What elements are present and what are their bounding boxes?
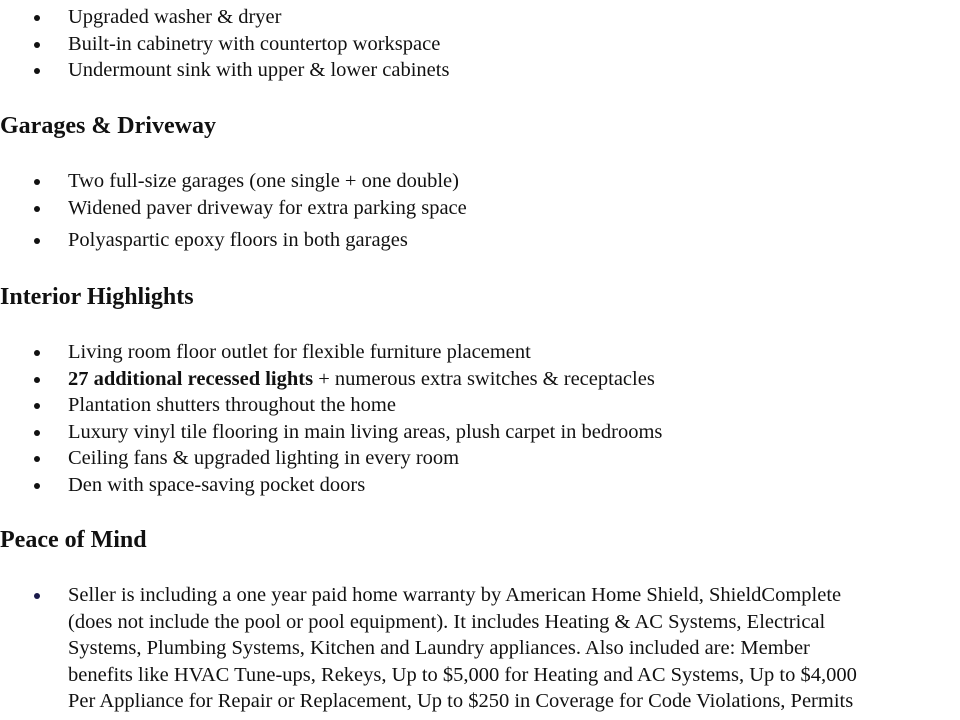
peace-section bbox=[0, 582, 960, 715]
list-item: Two full-size garages (one single + one double) bbox=[0, 168, 960, 195]
bullet-icon bbox=[34, 593, 40, 599]
list-item: Widened paver driveway for extra parking space bbox=[0, 195, 960, 222]
bullet-icon bbox=[34, 377, 40, 383]
section-heading-garages: Garages & Driveway bbox=[0, 113, 216, 139]
list-item: Living room floor outlet for flexible furniture placement bbox=[0, 339, 960, 366]
bullet-icon bbox=[34, 403, 40, 409]
list-item: Den with space-saving pocket doors bbox=[0, 472, 960, 499]
garages-list bbox=[0, 168, 960, 254]
section-heading-interior: Interior Highlights bbox=[0, 284, 194, 310]
warranty-line: Per Appliance for Repair or Replacement, Up to $250 in Coverage for Code Violations, Permits bbox=[68, 690, 854, 713]
peace-list bbox=[0, 582, 960, 715]
list-item: Upgraded washer & dryer bbox=[0, 4, 960, 31]
garages-section bbox=[0, 168, 960, 254]
bullet-icon bbox=[34, 483, 40, 489]
warranty-line: benefits like HVAC Tune-ups, Rekeys, Up to $5,000 for Heating and AC Systems, Up to $4,000 bbox=[68, 663, 857, 686]
bullet-icon bbox=[34, 238, 40, 244]
laundry-section bbox=[0, 4, 960, 84]
section-heading-peace: Peace of Mind bbox=[0, 527, 147, 553]
list-item: Built-in cabinetry with countertop workspace bbox=[0, 31, 960, 58]
bullet-icon bbox=[34, 456, 40, 462]
list-item: Plantation shutters throughout the home bbox=[0, 392, 960, 419]
bullet-icon bbox=[34, 179, 40, 185]
warranty-line: (does not include the pool or pool equipment). It includes Heating & AC Systems, Electrical bbox=[68, 610, 826, 633]
laundry-list bbox=[0, 4, 960, 84]
list-item bbox=[0, 582, 960, 715]
bold-highlight: 27 additional recessed lights bbox=[68, 367, 314, 390]
bullet-icon bbox=[34, 206, 40, 212]
list-item: Ceiling fans & upgraded lighting in every room bbox=[0, 445, 960, 472]
list-item: 27 additional recessed lights + numerous extra switches & receptacles bbox=[0, 366, 960, 393]
interior-section bbox=[0, 339, 960, 499]
warranty-line: Seller is including a one year paid home warranty by American Home Shield, ShieldComplete bbox=[68, 584, 842, 606]
interior-list bbox=[0, 339, 960, 499]
bullet-icon bbox=[34, 42, 40, 48]
bullet-icon bbox=[34, 15, 40, 21]
list-item: Undermount sink with upper & lower cabinets bbox=[0, 57, 960, 84]
warranty-line: Systems, Plumbing Systems, Kitchen and Laundry appliances. Also included are: Member bbox=[68, 637, 810, 660]
list-item: Luxury vinyl tile flooring in main living areas, plush carpet in bedrooms bbox=[0, 419, 960, 446]
list-item: Polyaspartic epoxy floors in both garages bbox=[0, 227, 960, 254]
bullet-icon bbox=[34, 430, 40, 436]
bullet-icon bbox=[34, 350, 40, 356]
bullet-icon bbox=[34, 68, 40, 74]
